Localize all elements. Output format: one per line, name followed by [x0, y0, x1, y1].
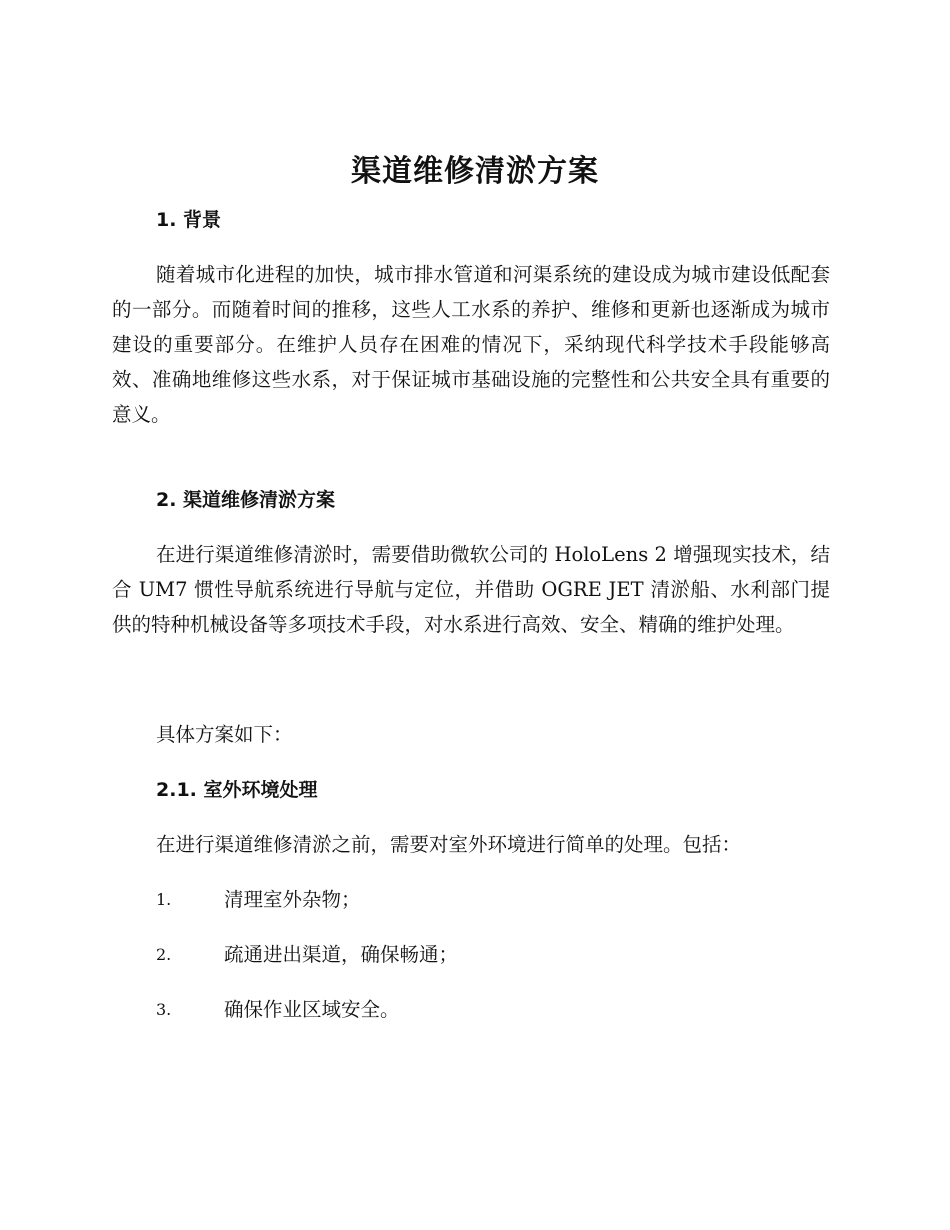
list-item-number: 3.	[156, 1000, 172, 1019]
plan-intro-line: 具体方案如下：	[156, 723, 293, 746]
list-item	[156, 885, 756, 915]
section-heading-background: 1. 背景	[156, 209, 222, 231]
section-heading-outdoor: 2.1. 室外环境处理	[156, 779, 318, 801]
list-item	[156, 940, 756, 970]
background-paragraph: 随着城市化进程的加快，城市排水管道和河渠系统的建设成为城市建设低配套的一部分。而随着时间的推移，这些人工水系的养护、维修和更新也逐渐成为城市建设的重要部分。在维护人员存在困难的情况下，采纳现代科学技术手段能够高效、准确地维修这些水系，对于保证城市基础设施的完整性和公共安全具有重要的意义。	[112, 263, 830, 426]
list-item-text: 清理室外杂物；	[224, 888, 361, 911]
list-item-number: 2.	[156, 945, 172, 964]
list-item-text: 疏通进出渠道，确保畅通；	[224, 943, 459, 966]
list-item-text: 确保作业区域安全。	[224, 998, 400, 1021]
outdoor-intro-line: 在进行渠道维修清淤之前，需要对室外环境进行简单的处理。包括：	[156, 833, 742, 856]
list-item	[156, 995, 756, 1025]
document-title: 渠道维修清淤方案	[351, 154, 599, 189]
plan-paragraph: 在进行渠道维修清淤时，需要借助微软公司的 HoloLens 2 增强现实技术，结合 UM7 惯性导航系统进行导航与定位，并借助 OGRE JET 清淤船、水利部门提供的特种机械设备等多项技术手段，对水系进行高效、安全、精确的维护处理。	[112, 543, 830, 636]
section-heading-plan: 2. 渠道维修清淤方案	[156, 489, 336, 511]
list-item-number: 1.	[156, 890, 172, 909]
